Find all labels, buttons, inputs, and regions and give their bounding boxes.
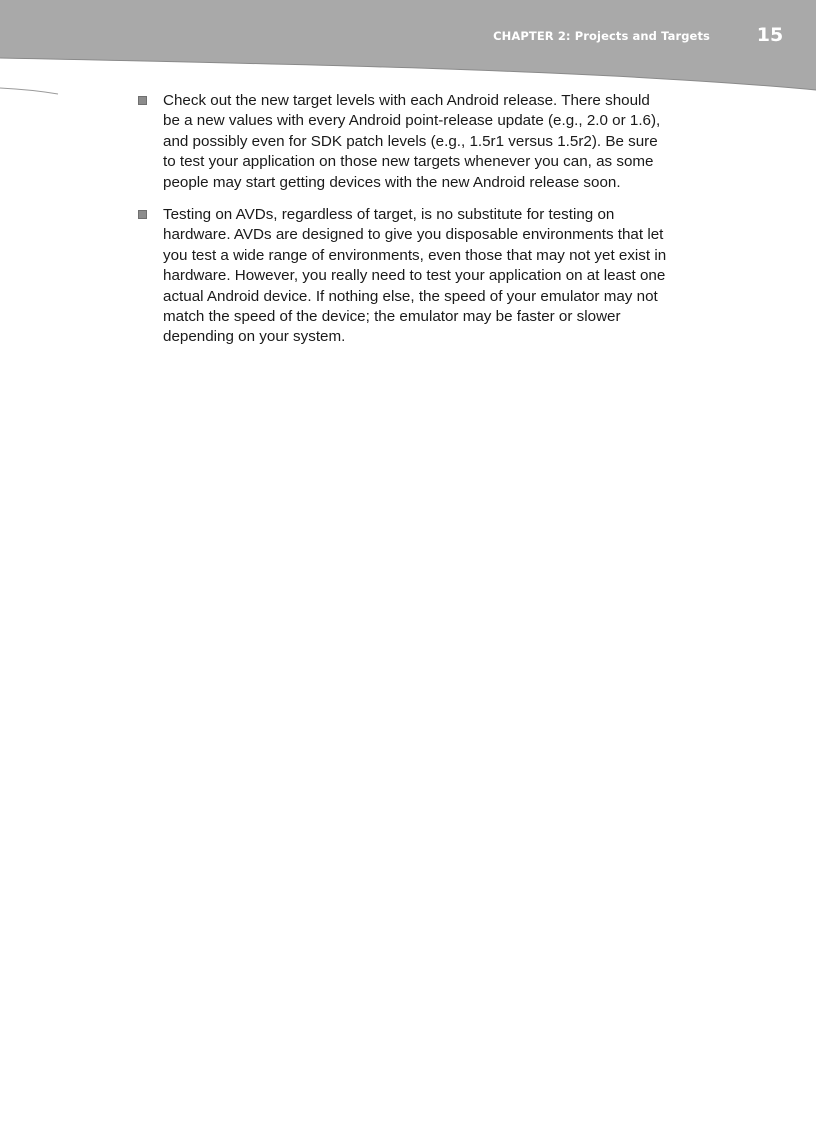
list-item-text: Check out the new target levels with each Android release. There should be a new values with every Android point-release update (e.g., 2.0 or 1.6), and possibly even for SDK patch levels (e.g., 1.5r1 versus 1.5r2). Be sure to test your application on those new targets whenever you can, as some people may start getting devices with the new Android release soon. (163, 92, 661, 191)
body-content (137, 91, 667, 360)
list-item (137, 205, 667, 348)
header-band-shape (0, 0, 816, 92)
margin-rule (0, 86, 60, 96)
list-item-text: Testing on AVDs, regardless of target, is no substitute for testing on hardware. AVDs are designed to give you disposable environments that let you test a wide range of environments, even those that may not yet exist in hardware. However, you really need to test your application on at least one actual Android device. If nothing else, the speed of your emulator may not match the speed of the device; the emulator may be faster or slower depending on your system. (163, 206, 667, 346)
square-bullet-icon (138, 210, 147, 219)
running-head: CHAPTER 2: Projects and Targets (493, 29, 710, 43)
list-item (137, 91, 667, 193)
header-band (0, 0, 816, 92)
page-number: 15 (756, 24, 784, 46)
square-bullet-icon (138, 96, 147, 105)
